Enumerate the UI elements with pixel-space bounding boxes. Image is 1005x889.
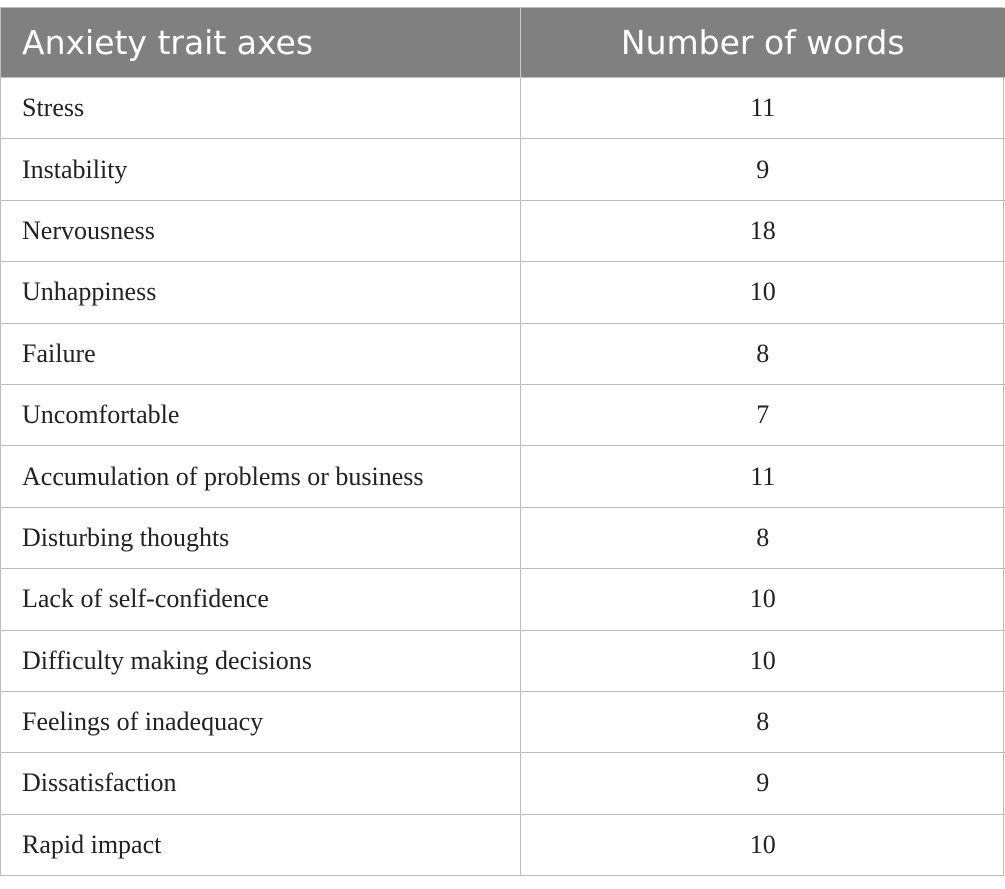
axis-cell: Instability bbox=[1, 139, 520, 200]
count-cell: 8 bbox=[520, 507, 1005, 568]
axis-cell: Failure bbox=[1, 323, 520, 384]
count-cell: 8 bbox=[520, 323, 1005, 384]
table-row bbox=[1, 691, 1005, 752]
table-body bbox=[1, 78, 1005, 876]
table-row bbox=[1, 507, 1005, 568]
axis-cell: Rapid impact bbox=[1, 814, 520, 875]
axis-cell: Nervousness bbox=[1, 200, 520, 261]
axis-cell: Unhappiness bbox=[1, 262, 520, 323]
table-row bbox=[1, 814, 1005, 875]
table-row bbox=[1, 753, 1005, 814]
table-row bbox=[1, 139, 1005, 200]
count-cell: 10 bbox=[520, 630, 1005, 691]
count-cell: 11 bbox=[520, 78, 1005, 139]
table-row bbox=[1, 200, 1005, 261]
count-cell: 10 bbox=[520, 262, 1005, 323]
axis-cell: Uncomfortable bbox=[1, 384, 520, 445]
table-row bbox=[1, 384, 1005, 445]
table-row bbox=[1, 569, 1005, 630]
axis-cell: Difficulty making decisions bbox=[1, 630, 520, 691]
axis-cell: Lack of self-confidence bbox=[1, 569, 520, 630]
header-anxiety-trait-axes: Anxiety trait axes bbox=[1, 8, 520, 78]
table-row bbox=[1, 262, 1005, 323]
header-row bbox=[1, 8, 1005, 78]
anxiety-trait-table bbox=[0, 7, 1004, 876]
count-cell: 10 bbox=[520, 569, 1005, 630]
data-table bbox=[1, 8, 1005, 875]
axis-cell: Feelings of inadequacy bbox=[1, 691, 520, 752]
table-row bbox=[1, 446, 1005, 507]
axis-cell: Stress bbox=[1, 78, 520, 139]
count-cell: 18 bbox=[520, 200, 1005, 261]
count-cell: 11 bbox=[520, 446, 1005, 507]
count-cell: 8 bbox=[520, 691, 1005, 752]
count-cell: 9 bbox=[520, 139, 1005, 200]
axis-cell: Dissatisfaction bbox=[1, 753, 520, 814]
table-header bbox=[1, 8, 1005, 78]
count-cell: 7 bbox=[520, 384, 1005, 445]
table-row bbox=[1, 630, 1005, 691]
axis-cell: Accumulation of problems or business bbox=[1, 446, 520, 507]
count-cell: 9 bbox=[520, 753, 1005, 814]
count-cell: 10 bbox=[520, 814, 1005, 875]
axis-cell: Disturbing thoughts bbox=[1, 507, 520, 568]
table-row bbox=[1, 78, 1005, 139]
header-number-of-words: Number of words bbox=[520, 8, 1005, 78]
table-row bbox=[1, 323, 1005, 384]
